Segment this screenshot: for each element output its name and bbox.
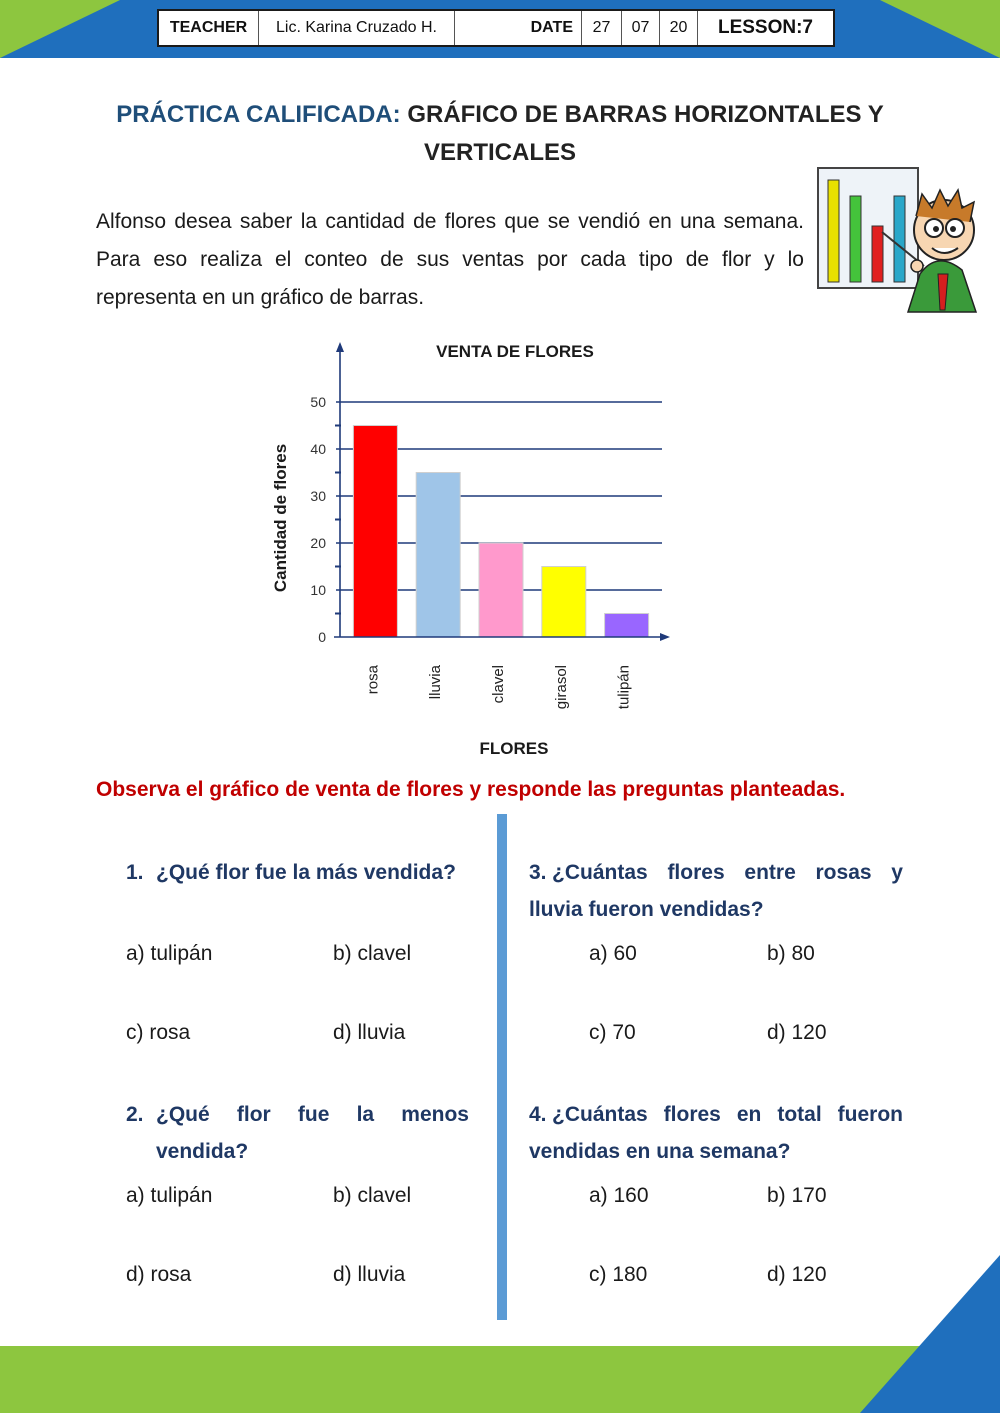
date-label: DATE [455, 11, 582, 45]
chart-bar-1 [353, 426, 397, 638]
question-3-text: ¿Cuántas flores entre rosas y lluvia fueron vendidas? [529, 861, 903, 921]
question-4-option-d[interactable]: d) 120 [767, 1263, 827, 1286]
chart-y-tick-label: 30 [310, 488, 326, 504]
chart-category-label: rosa [364, 665, 382, 695]
chart-bar-5 [605, 614, 649, 638]
instruction-text: Observa el gráfico de venta de flores y responde las preguntas planteadas. [96, 778, 846, 801]
lesson-label: LESSON:7 [717, 17, 814, 38]
chart-bar-2 [416, 473, 460, 638]
chart-x-axis-label: FLORES [479, 739, 549, 758]
question-2-option-a[interactable]: a) tulipán [126, 1184, 213, 1207]
question-2-option-c[interactable]: d) rosa [126, 1263, 192, 1286]
chart-bar-3 [479, 543, 523, 637]
chart-y-tick-label: 20 [310, 535, 326, 551]
footer-band [0, 1346, 1000, 1413]
question-2-text: ¿Qué flor fue la menos vendida? [156, 1103, 469, 1163]
chart-y-tick-label: 10 [310, 582, 326, 598]
question-3-option-a[interactable]: a) 60 [589, 942, 637, 965]
date-day: 27 [582, 11, 622, 45]
question-4-number: 4. [529, 1103, 547, 1126]
chart-title: VENTA DE FLORES [436, 342, 594, 361]
chart-category-label: girasol [552, 665, 570, 710]
column-divider [497, 814, 507, 1320]
flower-sales-bar-chart [260, 330, 680, 770]
chart-y-tick-label: 40 [310, 441, 326, 457]
chart-y-tick-label: 50 [310, 394, 326, 410]
question-3-option-d[interactable]: d) 120 [767, 1021, 827, 1044]
footer-right-triangle [860, 1255, 1000, 1413]
question-1-text: ¿Qué flor fue la más vendida? [156, 861, 456, 884]
question-2-option-b[interactable]: b) clavel [333, 1184, 412, 1207]
chart-category-label: lluvia [427, 665, 445, 700]
question-1-option-c[interactable]: c) rosa [126, 1021, 191, 1044]
question-1-option-a[interactable]: a) tulipán [126, 942, 213, 965]
page-title [90, 96, 910, 172]
question-1-number: 1. [126, 861, 144, 884]
question-3-option-b[interactable]: b) 80 [767, 942, 815, 965]
header-left-triangle [0, 0, 120, 58]
chart-y-axis-label: Cantidad de flores [271, 443, 290, 593]
title-part-2: GRÁFICO DE BARRAS HORIZONTALES Y VERTICALES [407, 101, 884, 166]
chart-bar-4 [542, 567, 586, 638]
chart-y-axis-arrow [336, 342, 344, 352]
question-4-option-a[interactable]: a) 160 [589, 1184, 649, 1207]
question-4-option-b[interactable]: b) 170 [767, 1184, 827, 1207]
question-4-option-c[interactable]: c) 180 [589, 1263, 648, 1286]
question-2-option-d[interactable]: d) lluvia [333, 1263, 406, 1286]
date-year: 20 [660, 11, 698, 45]
question-3-number: 3. [529, 861, 547, 884]
teacher-pointing-chart-illustration [812, 162, 992, 317]
question-1-option-b[interactable]: b) clavel [333, 942, 412, 965]
question-2-number: 2. [126, 1103, 144, 1126]
chart-category-label: tulipán [615, 665, 633, 710]
chart-y-tick-label: 0 [318, 629, 326, 645]
question-3-option-c[interactable]: c) 70 [589, 1021, 636, 1044]
question-4-text: ¿Cuántas flores en total fueron vendidas en una semana? [529, 1103, 903, 1163]
title-part-1: PRÁCTICA CALIFICADA: [116, 101, 401, 128]
header-right-triangle [880, 0, 1000, 58]
teacher-name: Lic. Karina Cruzado H. [259, 11, 455, 45]
date-month: 07 [622, 11, 660, 45]
chart-category-label: clavel [489, 665, 507, 704]
chart-x-axis-arrow [660, 633, 670, 641]
teacher-label: TEACHER [159, 11, 259, 45]
intro-paragraph: Alfonso desea saber la cantidad de flores que se vendió en una semana. Para eso realiza el conteo de sus ventas por cada tipo de flor y lo representa en un gráfico de barras. [96, 210, 804, 309]
question-1-option-d[interactable]: d) lluvia [333, 1021, 406, 1044]
header-info-table [157, 9, 835, 47]
